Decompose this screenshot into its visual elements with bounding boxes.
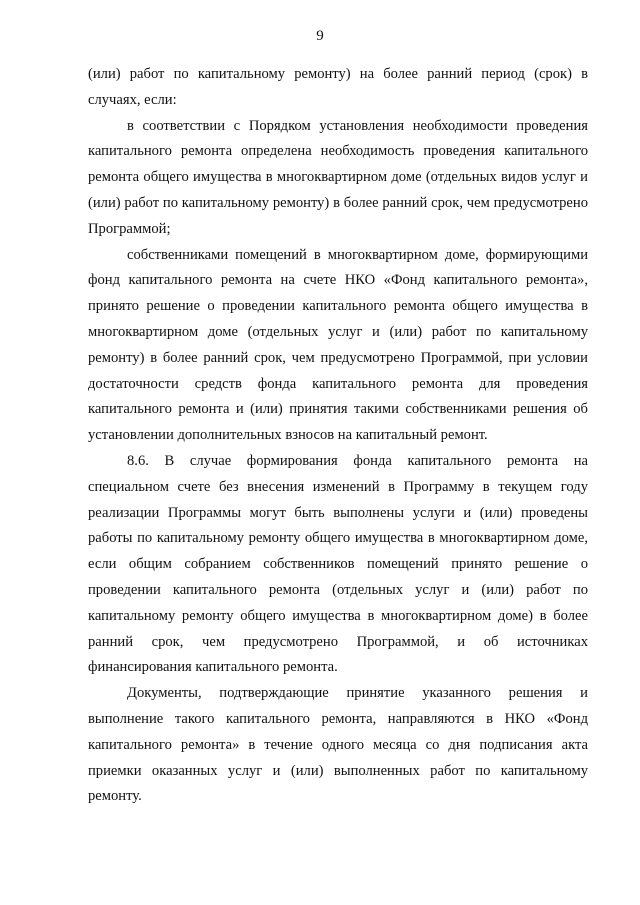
page-number: 9 <box>316 28 324 44</box>
paragraph-condition-1: в соответствии с Порядком установления необходимости проведения капитального ремонта определена необходимость проведения капитального ремонта общего имущества в многоквартирном доме (отдельных видов услуг и (или) работ по капитальному ремонту) в более ранний срок, чем предусмотрено Программой; <box>88 117 588 237</box>
document-body <box>88 62 588 810</box>
paragraph-continuation: (или) работ по капитальному ремонту) на более ранний период (срок) в случаях, если: <box>88 66 588 108</box>
paragraph-8-6: 8.6. В случае формирования фонда капитального ремонта на специальном счете без внесения изменений в Программу в текущем году реализации Программы могут быть выполнены услуги и (или) проведены работы по капитальному ремонту общего имущества в многоквартирном доме, если общим собранием собственников помещений принято решение о проведении капитального ремонта (отдельных услуг и (или) работ по капитальному ремонту общего имущества в многоквартирном доме) в более ранний срок, чем предусмотрено Программой, и об источниках финансирования капитального ремонта. <box>88 452 588 676</box>
paragraph-documents: Документы, подтверждающие принятие указанного решения и выполнение такого капитального ремонта, направляются в НКО «Фонд капитального ремонта» в течение одного месяца со дня подписания акта приемки оказанных услуг и (или) выполненных работ по капитальному ремонту. <box>88 685 588 805</box>
paragraph-condition-2: собственниками помещений в многоквартирном доме, формирующими фонд капитального ремонта на счете НКО «Фонд капитального ремонта», принято решение о проведении капитального ремонта общего имущества в многоквартирном доме (отдельных услуг и (или) работ по капитальному ремонту) в более ранний срок, чем предусмотрено Программой, при условии достаточности средств фонда капитального ремонта для проведения капитального ремонта и (или) принятия такими собственниками решения об установлении дополнительных взносов на капитальный ремонт. <box>88 246 588 444</box>
